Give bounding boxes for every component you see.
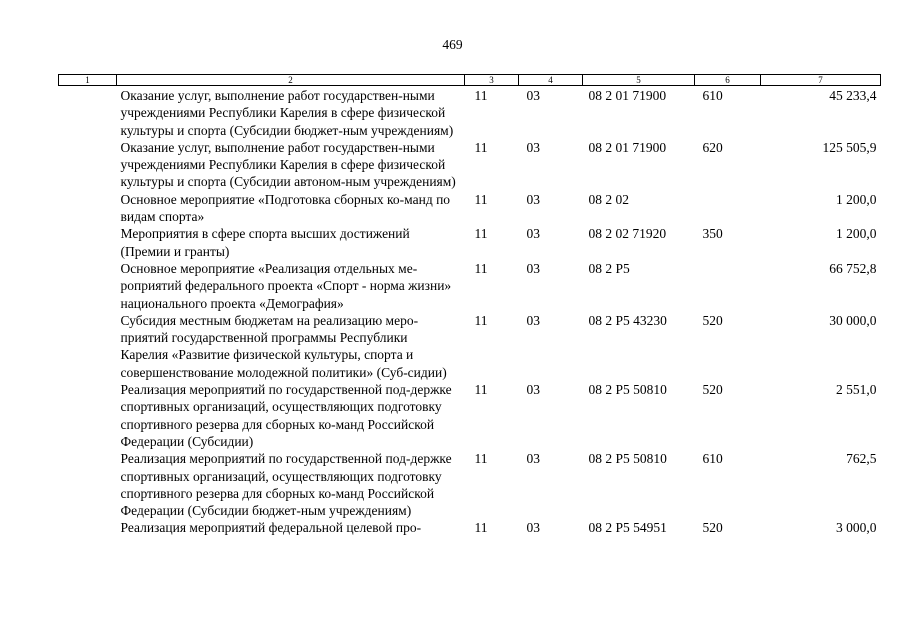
section-code: 11	[474, 312, 488, 328]
section-code: 11	[474, 520, 488, 536]
item-name: Субсидия местным бюджетам на реализацию меро-приятий государственной программы Республики Карелия «Развитие физической культуры, спорта и совершенствование молодежной политики» (Суб-сидии)	[120, 312, 447, 380]
item-name: Реализация мероприятий по государственной под-держке спортивных организаций, осуществляющих подготовку спортивного резерва для сборных ко-манд Российской Федерации (Субсидии бюджет-ным учреждениям)	[120, 451, 452, 519]
target-code: 08 2 01 71900	[588, 88, 667, 103]
subsection-code: 03	[526, 226, 540, 242]
row-index-cell	[59, 519, 117, 536]
column-header-4: 4	[519, 75, 583, 86]
target-code: 08 2 02	[588, 191, 629, 207]
row-index-cell	[59, 225, 117, 260]
target-code: 08 2 Р5 50810	[588, 382, 667, 398]
target-code: 08 2 Р5 43230	[588, 312, 667, 328]
row-index-cell	[59, 191, 117, 226]
column-header-5: 5	[583, 75, 695, 86]
expense-kind-code: 350	[702, 226, 723, 242]
column-number-row	[59, 75, 881, 86]
subsection-code: 03	[526, 312, 540, 328]
amount: 1 200,0	[836, 191, 877, 207]
expense-kind-code: 520	[702, 312, 723, 328]
subsection-code: 03	[526, 88, 540, 103]
expense-kind-code: 620	[702, 139, 723, 155]
expense-kind-code: 520	[702, 520, 723, 536]
amount: 3 000,0	[836, 520, 877, 536]
table-body	[59, 86, 881, 537]
section-code: 11	[474, 382, 488, 398]
expense-kind-code	[695, 191, 761, 226]
item-name: Основное мероприятие «Реализация отдельных ме-роприятий федерального проекта «Спорт - норма жизни» национального проекта «Демография»	[120, 260, 452, 311]
table-row	[59, 139, 881, 191]
subsection-code: 03	[526, 139, 540, 155]
subsection-code: 03	[526, 451, 540, 467]
target-code: 08 2 Р5	[588, 260, 630, 276]
table-row	[59, 191, 881, 226]
section-code: 11	[474, 191, 488, 207]
row-index-cell	[59, 86, 117, 139]
section-code: 11	[474, 226, 488, 242]
subsection-code: 03	[526, 520, 540, 536]
column-header-3: 3	[465, 75, 519, 86]
page-number: 469	[442, 37, 463, 52]
table-row	[59, 381, 881, 450]
target-code: 08 2 Р5 54951	[588, 520, 667, 536]
item-name: Основное мероприятие «Подготовка сборных ко-манд по видам спорта»	[120, 191, 451, 225]
section-code: 11	[474, 139, 488, 155]
item-name: Реализация мероприятий по государственной под-держке спортивных организаций, осуществляющих подготовку спортивного резерва для сборных ко-манд Российской Федерации (Субсидии)	[120, 382, 452, 449]
amount: 66 752,8	[829, 260, 877, 276]
budget-table	[58, 74, 881, 537]
target-code: 08 2 01 71900	[588, 139, 667, 155]
subsection-code: 03	[526, 382, 540, 398]
expense-kind-code: 610	[702, 88, 723, 103]
table-row	[59, 450, 881, 519]
table-row	[59, 260, 881, 312]
row-index-cell	[59, 139, 117, 191]
column-header-6: 6	[695, 75, 761, 86]
target-code: 08 2 02 71920	[588, 226, 667, 242]
column-header-1: 1	[59, 75, 117, 86]
amount: 30 000,0	[829, 312, 877, 328]
row-index-cell	[59, 260, 117, 312]
amount: 125 505,9	[822, 139, 877, 155]
table-row	[59, 225, 881, 260]
table-row	[59, 86, 881, 139]
subsection-code: 03	[526, 260, 540, 276]
row-index-cell	[59, 450, 117, 519]
column-header-2: 2	[117, 75, 465, 86]
expense-kind-code	[695, 260, 761, 312]
amount: 1 200,0	[836, 226, 877, 242]
column-header-7: 7	[761, 75, 881, 86]
section-code: 11	[474, 451, 488, 467]
table-header	[59, 75, 881, 86]
expense-kind-code: 520	[702, 382, 723, 398]
amount: 45 233,4	[829, 88, 877, 103]
target-code: 08 2 Р5 50810	[588, 451, 667, 467]
table-row	[59, 519, 881, 536]
amount: 762,5	[846, 451, 877, 467]
expense-kind-code: 610	[702, 451, 723, 467]
section-code: 11	[474, 260, 488, 276]
item-name: Оказание услуг, выполнение работ государствен-ными учреждениями Республики Карелия в сфере физической культуры и спорта (Субсидии бюджет-ным учреждениям)	[120, 88, 454, 138]
subsection-code: 03	[526, 191, 540, 207]
amount: 2 551,0	[836, 382, 877, 398]
section-code: 11	[474, 88, 488, 103]
table-row	[59, 312, 881, 381]
row-index-cell	[59, 312, 117, 381]
item-name: Мероприятия в сфере спорта высших достижений (Премии и гранты)	[120, 226, 410, 259]
item-name: Оказание услуг, выполнение работ государствен-ными учреждениями Республики Карелия в сфере физической культуры и спорта (Субсидии автоном-ным учреждениям)	[120, 139, 456, 190]
row-index-cell	[59, 381, 117, 450]
item-name: Реализация мероприятий федеральной целевой про-	[120, 520, 422, 536]
